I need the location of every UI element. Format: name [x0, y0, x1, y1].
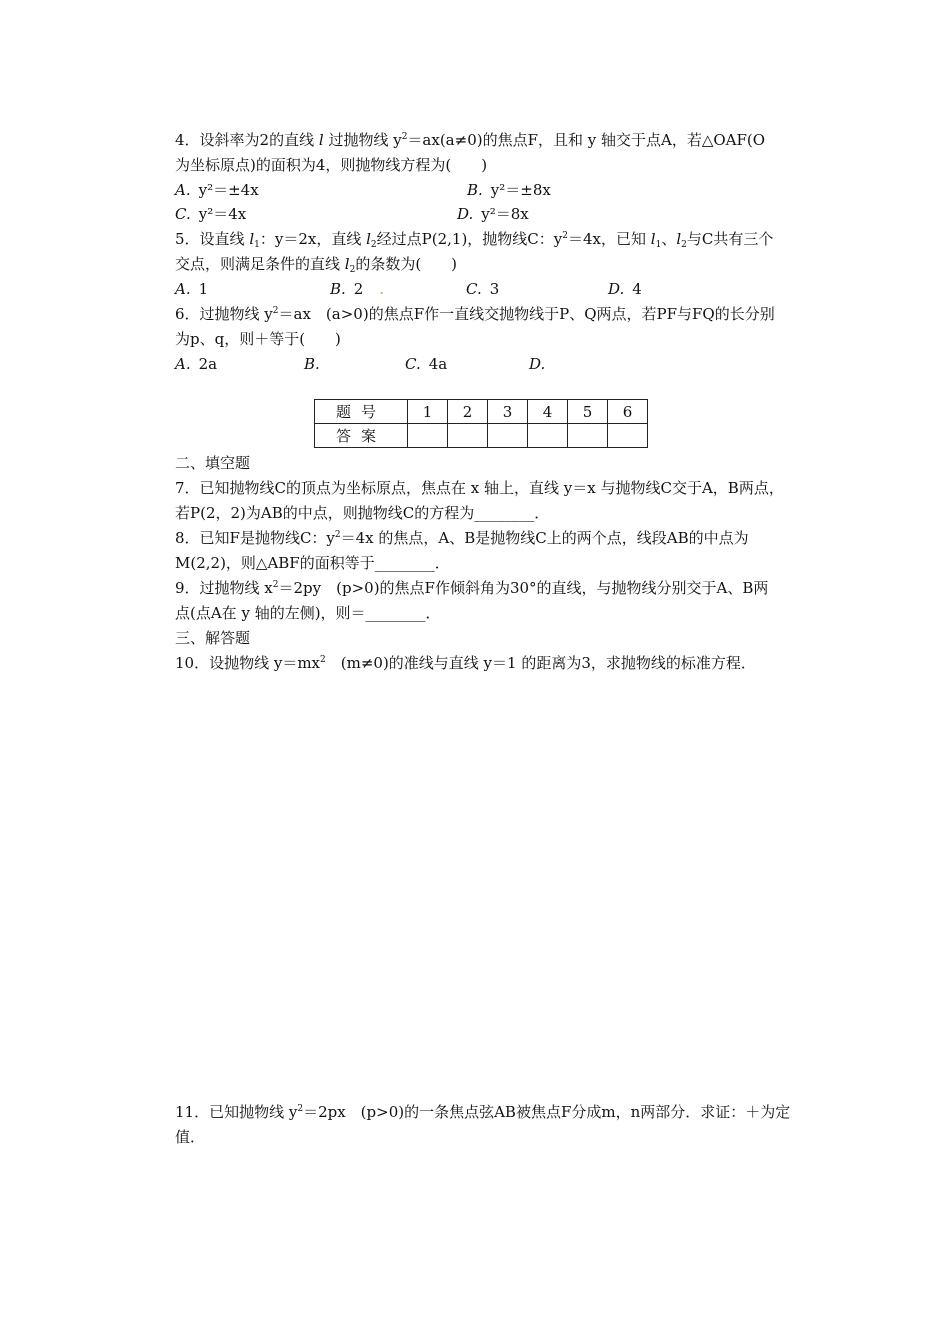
q8-line1: 8．已知F是抛物线C：$y^2=4x$ 的焦点，A、B是抛物线C上的两个点，线段AB的中点为 — [175, 529, 749, 547]
q4-option-b: B. y²＝±8x — [467, 181, 551, 199]
q7-line1: 7．已知抛物线C的顶点为坐标原点，焦点在 x 轴上，直线 y＝x 与抛物线C交于A，B两点， — [175, 479, 784, 497]
q6-line1: 6．过抛物线 $y^2=ax$ (a>0)的焦点F作一直线交抛物线于P、Q两点，若PF与FQ的长分别 — [175, 305, 775, 323]
q8-line2: M(2,2)，则△ABF的面积等于________． — [175, 554, 450, 572]
q4-option-c: C. y²＝4x — [175, 205, 247, 223]
table-header-question-number: 题号 — [315, 400, 408, 424]
q5-option-d: D. 4 — [608, 280, 642, 298]
q5-option-c: C. 3 — [466, 280, 500, 298]
q11-line1: 11．已知抛物线 $y^2=2px$ (p>0)的一条焦点弦AB被焦点F分成m，n两部分．求证：＋为定 — [175, 1103, 791, 1121]
q4-line1: 4．设斜率为2的直线 l 过抛物线 $y^2=ax(a\ne 0)$的焦点F，且和 y 轴交于点A，若△OAF(O — [175, 131, 766, 149]
q4-line2: 为坐标原点)的面积为4，则抛物线方程为( ) — [175, 156, 488, 174]
q10-line1: 10．设抛物线 $y=mx^2$ (m≠0)的准线与直线 y＝1 的距离为3，求抛物线的标准方程． — [175, 654, 756, 672]
q4-option-d: D. y²＝8x — [457, 205, 529, 223]
table-cell-number: 6 — [608, 400, 648, 424]
answer-cell[interactable] — [608, 424, 648, 448]
table-header-answer: 答案 — [315, 424, 408, 448]
answer-table-answer-row — [315, 424, 648, 448]
table-cell-number: 4 — [528, 400, 568, 424]
answer-cell[interactable] — [448, 424, 488, 448]
q6-line2: 为p、q，则＋等于( ) — [175, 330, 341, 348]
q5-line1: 5．设直线 $l_1$：y＝2x，直线 $l_2$经过点P(2,1)，抛物线C：$y^2=4x$，已知 $l_1$、$l_2$与C共有三个 — [175, 230, 774, 250]
q5-line2: 交点，则满足条件的直线 $l_2$的条数为( ) — [175, 255, 458, 275]
q6-option-c: C. 4a — [405, 355, 448, 373]
q5-option-a: A. 1 — [175, 280, 209, 298]
section-fill-in-title: 二、填空题 — [175, 454, 251, 472]
table-cell-number: 5 — [568, 400, 608, 424]
q11-line2: 值． — [175, 1128, 206, 1146]
table-cell-number: 1 — [408, 400, 448, 424]
q4-option-a: A. y²＝±4x — [175, 181, 259, 199]
answer-cell[interactable] — [568, 424, 608, 448]
q7-line2: 若P(2，2)为AB的中点，则抛物线C的方程为________． — [175, 504, 550, 522]
table-cell-number: 2 — [448, 400, 488, 424]
answer-cell[interactable] — [488, 424, 528, 448]
q6-option-d: D. — [529, 355, 546, 373]
q9-line2: 点(点A在 y 轴的左侧)，则＝________． — [175, 604, 441, 622]
answer-cell[interactable] — [528, 424, 568, 448]
stray-mark: . — [379, 280, 385, 298]
q9-line1: 9．过抛物线 $x^2=2py$ (p>0)的焦点F作倾斜角为30°的直线，与抛物线分别交于A、B两 — [175, 579, 769, 597]
section-solve-title: 三、解答题 — [175, 629, 251, 647]
q5-option-b: B. 2 . — [330, 280, 385, 298]
q6-option-b: B. — [304, 355, 320, 373]
table-cell-number: 3 — [488, 400, 528, 424]
answer-cell[interactable] — [408, 424, 448, 448]
q6-option-a: A. 2a — [175, 355, 218, 373]
answer-table-number-row — [315, 400, 648, 424]
answer-table — [314, 399, 648, 448]
